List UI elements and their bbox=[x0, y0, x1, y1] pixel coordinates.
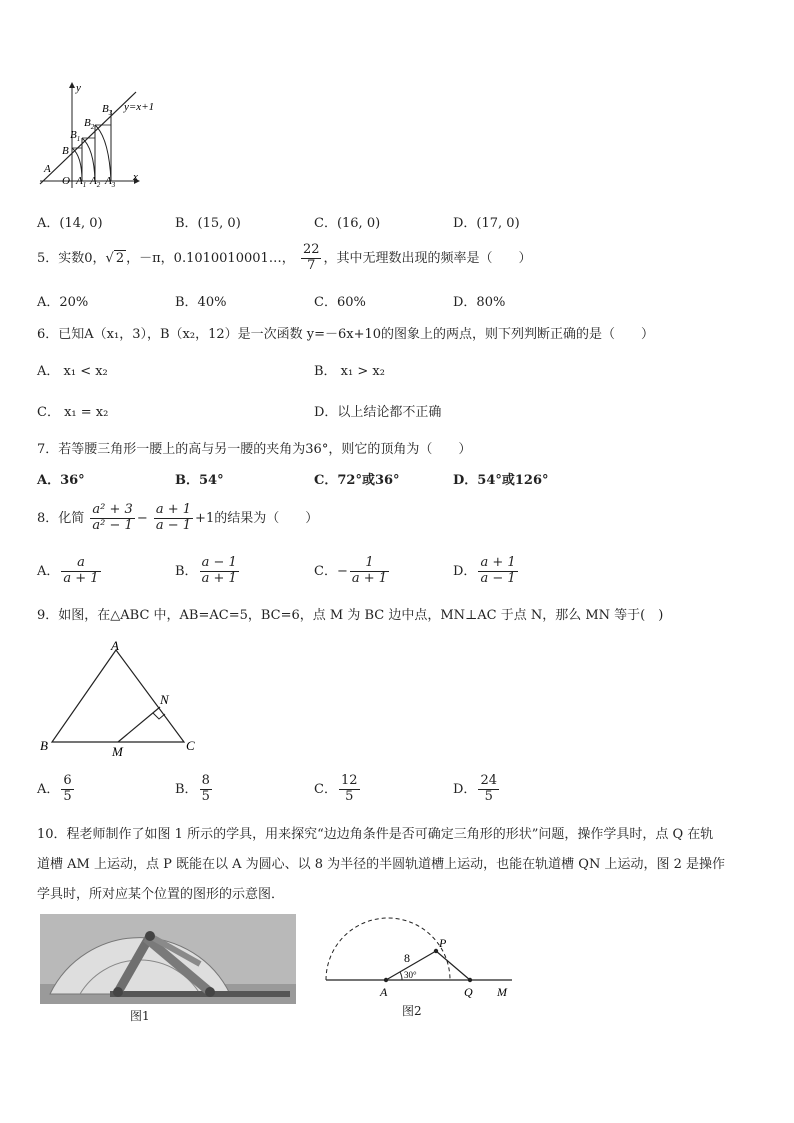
point-B3-label: $B_3$ bbox=[102, 103, 113, 117]
q4-option-c[interactable]: C．(16, 0) bbox=[314, 216, 381, 231]
q5-sqrt: 2 bbox=[115, 250, 125, 266]
segment-mn bbox=[118, 707, 160, 742]
sqrt-symbol: √ bbox=[105, 250, 114, 266]
q9-option-a[interactable]: A． $\frac{6}{5}$ bbox=[37, 773, 72, 804]
label-length-8: 8 bbox=[404, 951, 410, 965]
label-angle-30: 30° bbox=[404, 970, 417, 980]
segment-pq bbox=[436, 951, 470, 980]
figure-2-caption: 图2 bbox=[402, 1004, 422, 1018]
q8-option-a[interactable]: A． $\frac{a}{a + 1}$ bbox=[37, 555, 99, 586]
point-A1-label: $A_1$ bbox=[76, 175, 87, 189]
y-axis-label: y bbox=[76, 82, 81, 94]
q5-option-d[interactable]: D．80% bbox=[453, 295, 506, 310]
figure-1-apparatus bbox=[40, 914, 296, 1004]
q8-option-b[interactable]: B． $\frac{a - 1}{a + 1}$ bbox=[175, 555, 237, 586]
figure-1-caption: 图1 bbox=[130, 1009, 150, 1023]
point-p-dot bbox=[434, 949, 438, 953]
label-q: Q bbox=[464, 985, 473, 999]
q7-stem: 7．若等腰三角形一腰上的高与另一腰的夹角为36°，则它的顶角为（ ） bbox=[37, 442, 472, 457]
q10-line-2: 道槽 AM 上运动，点 P 既能在以 A 为圆心、以 8 为半径的半圆轨道槽上运动，也能在轨道槽 QN 上运动，图 2 是操作 bbox=[37, 857, 725, 872]
x-axis-label: x bbox=[133, 171, 138, 183]
q9-option-c[interactable]: C． $\frac{12}{5}$ bbox=[314, 773, 358, 804]
q7-option-a[interactable]: A．36° bbox=[37, 473, 85, 488]
q4-option-d[interactable]: D．(17, 0) bbox=[453, 216, 520, 231]
label-a: A bbox=[111, 638, 119, 653]
q8-plus: +1的结果为（ ） bbox=[195, 510, 319, 526]
q7-option-d[interactable]: D．54°或126° bbox=[453, 473, 549, 488]
q4-option-b[interactable]: B．(15, 0) bbox=[175, 216, 241, 231]
q5-option-a[interactable]: A．20% bbox=[37, 295, 89, 310]
point-A3-label: $A_3$ bbox=[105, 175, 116, 189]
q5-option-b[interactable]: B．40% bbox=[175, 295, 227, 310]
q5-suffix: ，其中无理数出现的频率是（ ） bbox=[323, 250, 532, 266]
q6-option-b[interactable]: B． x₁ > x₂ bbox=[314, 364, 385, 379]
q9-option-d[interactable]: D． $\frac{24}{5}$ bbox=[453, 773, 497, 804]
q5-mid: ，－π，0.1010010001…， bbox=[126, 250, 295, 266]
point-B2-label: $B_2$ bbox=[84, 117, 95, 131]
point-A2-label: $A_2$ bbox=[90, 175, 101, 189]
semicircle-track bbox=[326, 918, 450, 980]
q8-fraction-1: $\frac{\text{a² + 3}}{\text{a² − 1}}$ bbox=[92, 502, 133, 533]
point-a-dot bbox=[384, 978, 388, 982]
line-label: y=x+1 bbox=[124, 101, 155, 113]
q6-option-c[interactable]: C． x₁ = x₂ bbox=[37, 405, 109, 420]
label-m: M bbox=[497, 985, 507, 999]
q4-option-a[interactable]: A．(14, 0) bbox=[37, 216, 103, 231]
figure-2-diagram bbox=[322, 914, 522, 1004]
q7-option-b[interactable]: B．54° bbox=[175, 473, 224, 488]
pivot-q bbox=[205, 987, 215, 997]
q10-line-3: 学具时，所对应某个位置的图形的示意图． bbox=[37, 887, 285, 902]
q5-prefix: 5．实数0， bbox=[37, 250, 106, 266]
q7-option-c[interactable]: C．72°或36° bbox=[314, 473, 400, 488]
pivot-a bbox=[113, 987, 123, 997]
label-m: M bbox=[112, 744, 123, 759]
pivot-p bbox=[145, 931, 155, 941]
q5-stem bbox=[37, 243, 532, 274]
point-B-label: B bbox=[62, 145, 69, 157]
point-B1-label: $B_1$ bbox=[70, 129, 81, 143]
q5-fraction: $\frac{22}{7}$ bbox=[302, 242, 320, 273]
q6-option-d[interactable]: D．以上结论都不正确 bbox=[314, 405, 442, 420]
q8-option-d[interactable]: D． $\frac{a + 1}{a - 1}$ bbox=[453, 555, 516, 586]
q8-prefix: 8．化简 bbox=[37, 510, 85, 526]
q6-stem: 6．已知A（x₁，3），B（x₂，12）是一次函数 y=－6x+10的图象上的两点，则下列判断正确的是（ ） bbox=[37, 327, 655, 342]
y-axis-arrow bbox=[69, 82, 75, 88]
q6-option-a[interactable]: A． x₁ < x₂ bbox=[37, 364, 108, 379]
point-A-label: A bbox=[44, 163, 51, 175]
q5-option-c[interactable]: C．60% bbox=[314, 295, 366, 310]
label-b: B bbox=[40, 738, 48, 753]
q8-minus: − bbox=[136, 510, 148, 526]
q8-stem bbox=[37, 503, 318, 534]
label-a: A bbox=[380, 985, 388, 999]
q10-line-1: 10．程老师制作了如图 1 所示的学具，用来探究“边边角条件是否可确定三角形的形状”问题，操作学具时，点 Q 在轨 bbox=[37, 827, 714, 842]
point-q-dot bbox=[468, 978, 472, 982]
angle-arc bbox=[400, 972, 402, 980]
q9-option-b[interactable]: B． $\frac{8}{5}$ bbox=[175, 773, 210, 804]
q9-stem: 9．如图，在△ABC 中，AB=AC=5，BC=6，点 M 为 BC 边中点，MN⊥AC 于点 N，那么 MN 等于( ) bbox=[37, 608, 664, 623]
label-n: N bbox=[160, 692, 169, 707]
line-graph-figure bbox=[36, 80, 176, 192]
triangle-figure bbox=[36, 638, 206, 760]
label-p: P bbox=[439, 936, 447, 950]
label-c: C bbox=[186, 738, 195, 753]
q8-fraction-2: $\frac{a + 1}{a - 1}$ bbox=[155, 502, 192, 533]
origin-label: O bbox=[62, 175, 70, 187]
arc-3 bbox=[95, 125, 111, 181]
q8-option-c[interactable]: C．− $\frac{1}{a + 1}$ bbox=[314, 555, 388, 586]
